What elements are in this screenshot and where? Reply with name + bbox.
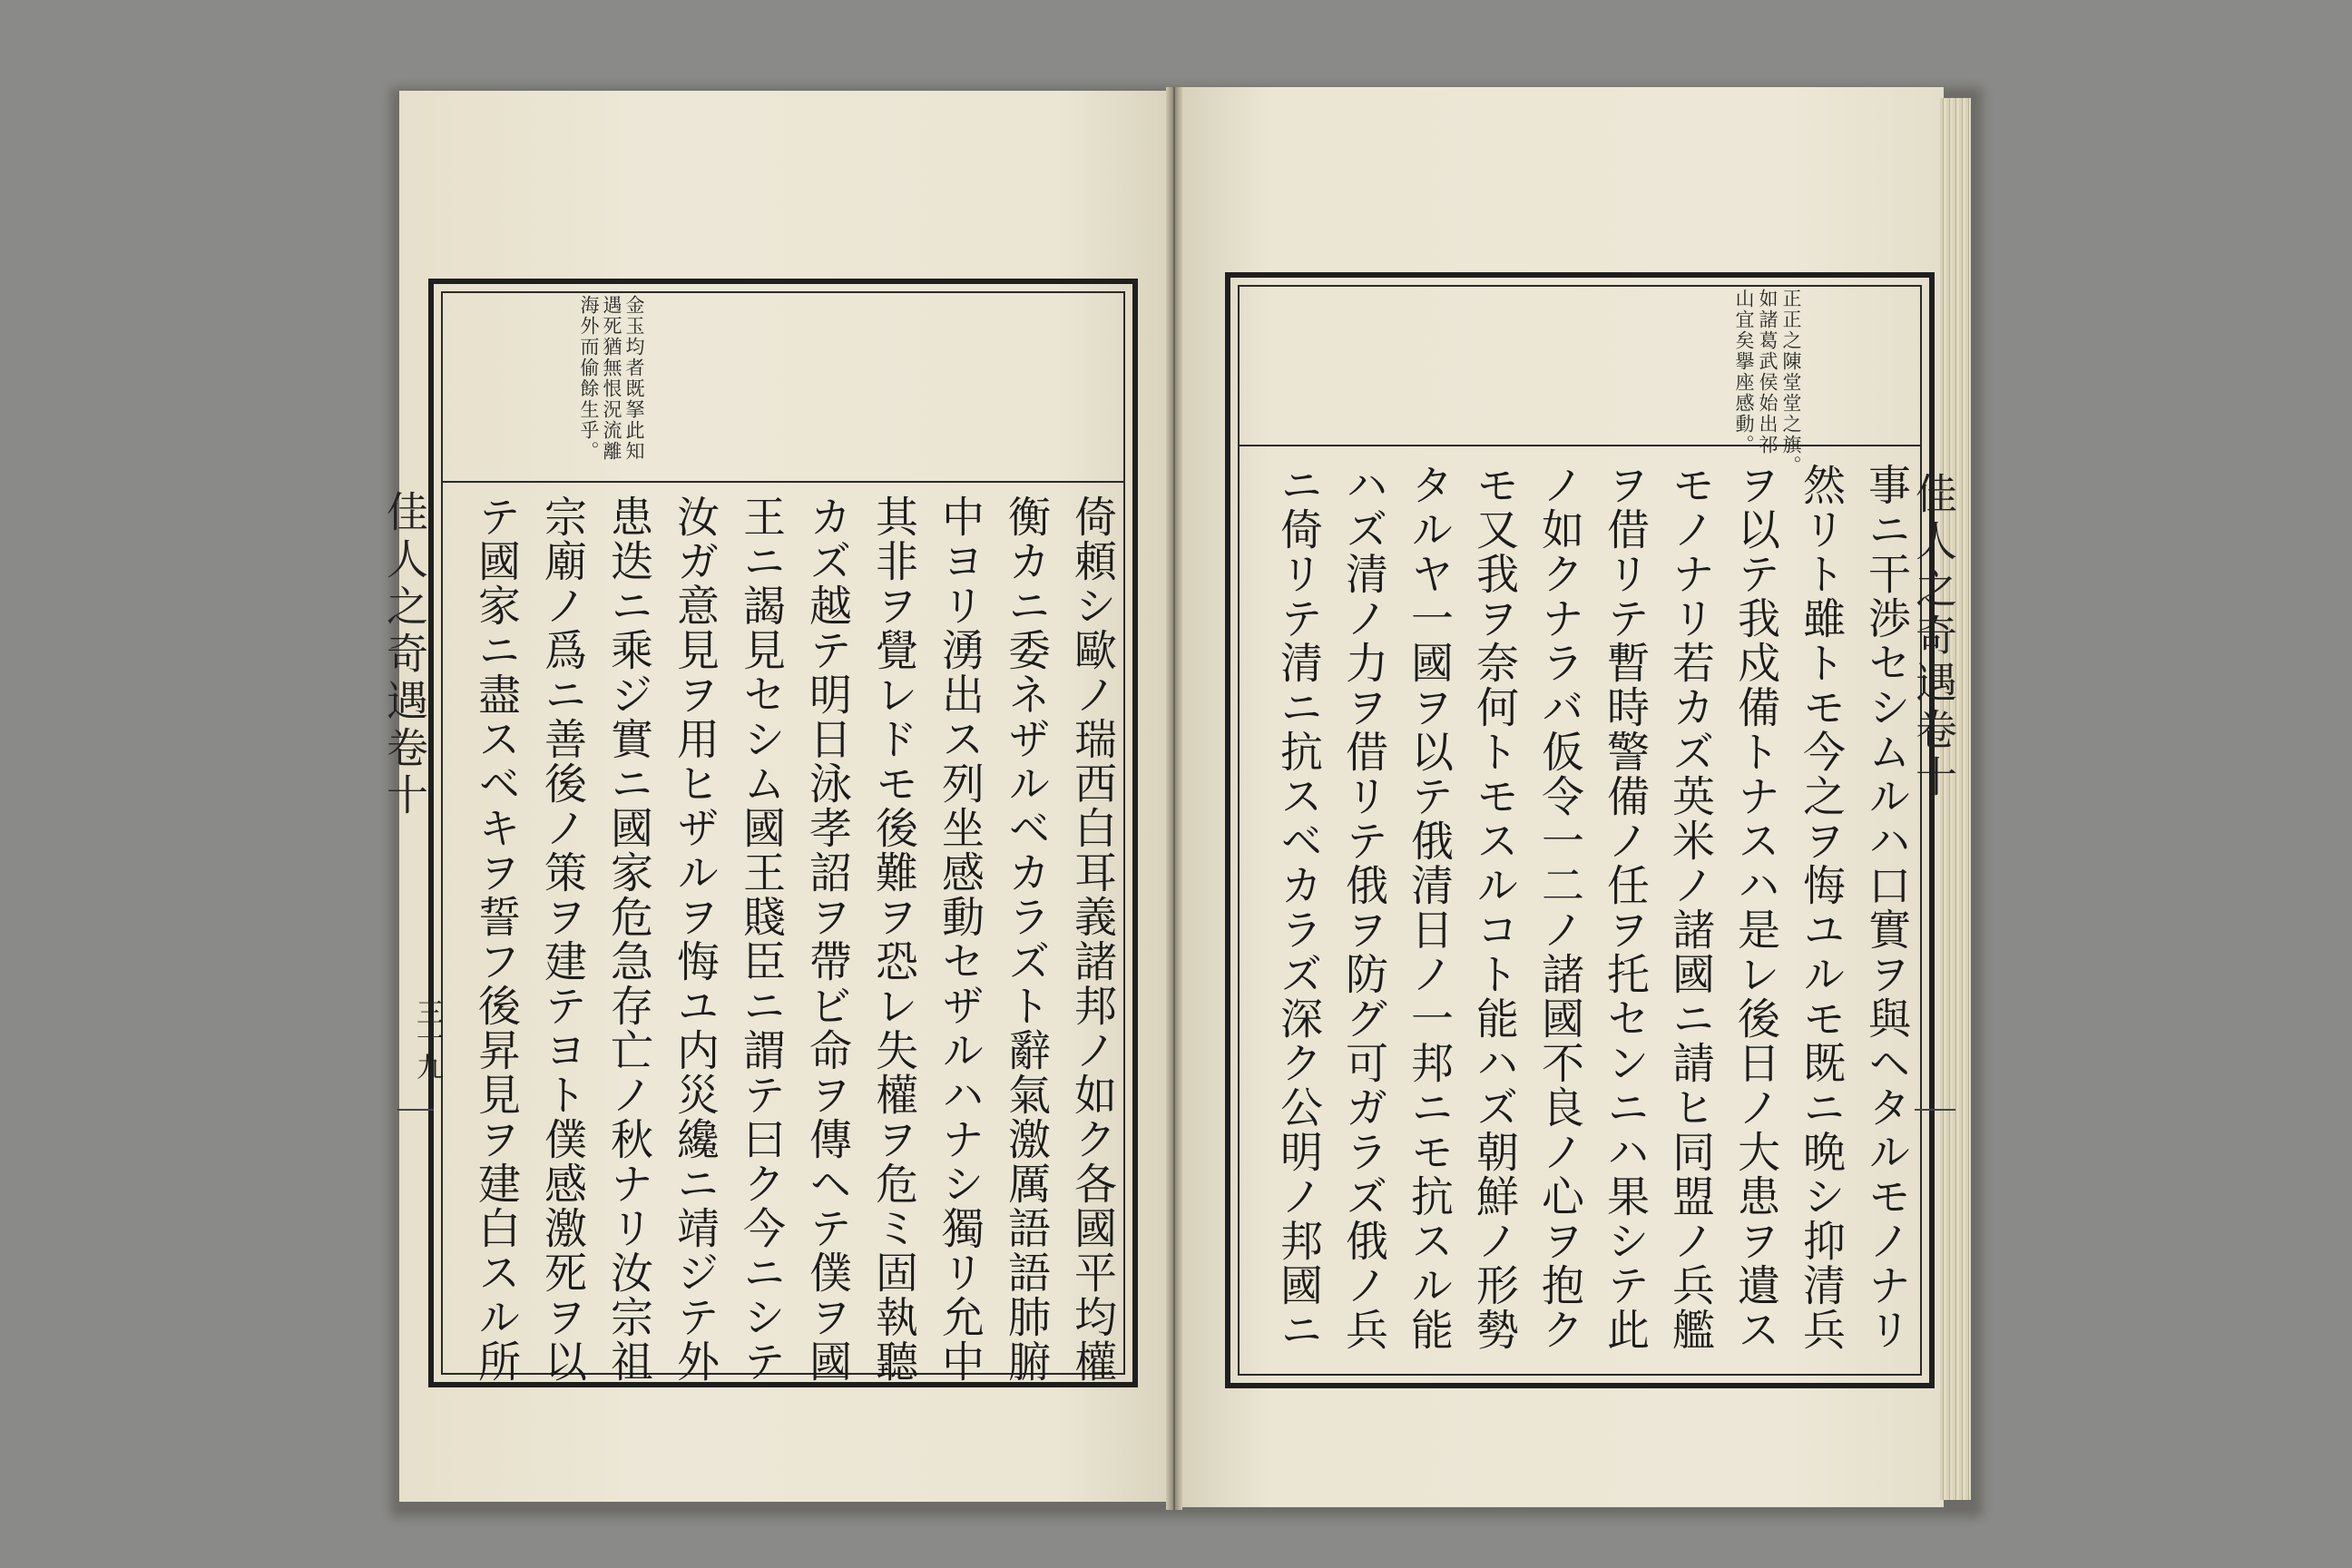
right-note-divider [1238,445,1920,446]
right-center-title: 佳人之奇遇卷十 [1909,472,1958,802]
right-note-line: 如諸葛武侯始出祁 [1757,289,1779,456]
right-text-column: ノ如クナラバ仮令一二ノ諸國不良ノ心ヲ抱ク [1534,463,1584,1352]
left-center-title: 佳人之奇遇卷十 [380,490,429,820]
book-gutter [1166,87,1182,1510]
right-text-column: モ又我ヲ奈何トモスルコト能ハズ朝鮮ノ形勢 [1469,463,1519,1352]
left-text-column: 宗廟ノ爲ニ善後ノ策ヲ建テヨト僕感激死ヲ以 [537,495,587,1384]
right-note-line: 正正之陳堂堂之旗。 [1780,289,1802,476]
left-page-number: 三十九 [411,998,443,1080]
left-text-column: 衡カニ委ネザルベカラズト辭氣激厲語語肺腑 [1001,495,1051,1384]
right-text-column: タルヤ一國ヲ以テ俄清日ノ一邦ニモ抗スル能 [1404,463,1454,1352]
left-text-column: カズ越テ明日泳孝詔ヲ帶ビ命ヲ傳ヘテ僕ヲ國 [802,495,852,1384]
right-text-column: 事ニ干渉セシムルハ口實ヲ與ヘタルモノナリ [1861,463,1911,1352]
right-text-column: ヲ以テ我戍備トナスハ是レ後日ノ大患ヲ遺ス [1730,463,1780,1352]
left-center-rule [397,1109,434,1111]
left-text-column: 其非ヲ覺レドモ後難ヲ恐レ失權ヲ危ミ固執聽 [868,495,918,1384]
right-center-rule [1915,1109,1955,1111]
left-note-divider [441,481,1123,483]
right-text-column: 然リト雖トモ今之ヲ悔ユルモ既ニ晩シ抑清兵 [1796,463,1846,1352]
right-text-column: ハズ清ノ力ヲ借リテ俄ヲ防グ可ガラズ俄ノ兵 [1338,463,1388,1352]
left-text-column: 王ニ謁見セシム國王賤臣ニ謂テ曰ク今ニシテ [736,495,786,1384]
left-note-line: 海外而偷餘生乎。 [578,295,600,462]
left-text-column: 汝ガ意見ヲ用ヒザルヲ悔ユ内災纔ニ靖ジテ外 [670,495,720,1384]
right-note-line: 山宜矣擧座感動。 [1733,289,1755,456]
right-text-column: モノナリ若カズ英米ノ諸國ニ請ヒ同盟ノ兵艦 [1665,463,1715,1352]
left-text-column: 倚頼シ歐ノ瑞西白耳義諸邦ノ如ク各國平均權 [1067,495,1117,1384]
left-note-line: 金玉均者既拏此知 [623,295,645,462]
left-note-line: 遇死猶無恨況流離 [601,295,622,462]
left-text-column: テ國家ニ盡スベキヲ誓フ後昇見ヲ建白スル所 [471,495,521,1384]
right-text-column: ヲ借リテ暫時警備ノ任ヲ托センニハ果シテ此 [1600,463,1650,1352]
left-text-column: 中ヨリ湧出ス列坐感動セザルハナシ獨リ允中 [935,495,985,1384]
left-text-column: 患迭ニ乘ジ實ニ國家危急存亡ノ秋ナリ汝宗祖 [603,495,653,1384]
right-text-column: ニ倚リテ清ニ抗スベカラズ深ク公明ノ邦國ニ [1273,463,1323,1352]
